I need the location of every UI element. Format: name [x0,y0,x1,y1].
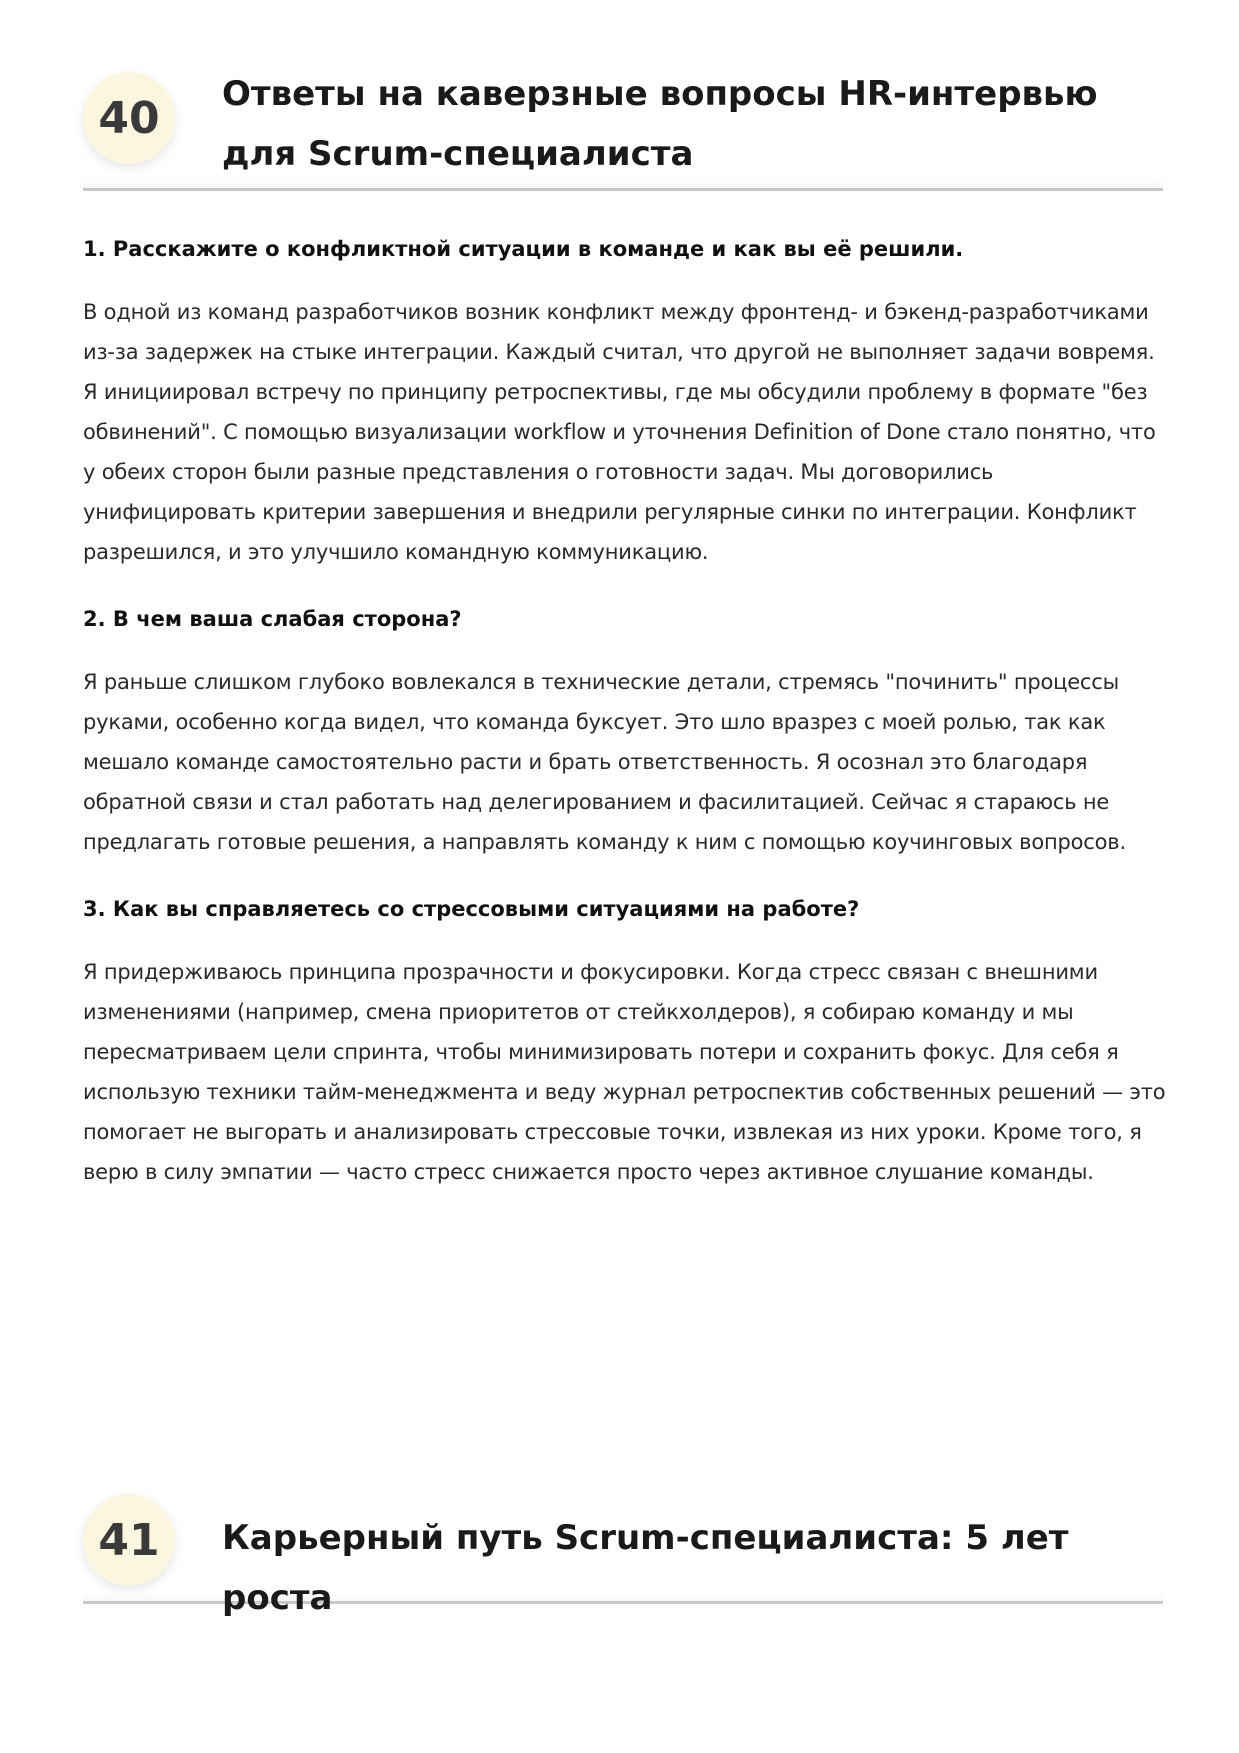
section-header-40 [83,54,1163,191]
answer-1: В одной из команд разработчиков возник конфликт между фронтенд- и бэкенд-разработчиками из-за задержек на стыке интеграции. Каждый считал, что другой не выполняет задачи вовремя. Я инициировал встречу по принципу ретроспективы, где мы обсудили проблему в формате "без обвинений". С помощью визуализации workflow и уточнения Definition of Done стало понятно, что у обеих сторон были разные представления о готовности задач. Мы договорились унифицировать критерии завершения и внедрили регулярные синки по интеграции. Конфликт разрешился, и это улучшило командную коммуникацию. [83,300,1156,564]
section-number-badge: 40 [83,72,175,164]
question-2: 2. В чем ваша слабая сторона? [83,607,462,631]
answer-3: Я придерживаюсь принципа прозрачности и фокусировки. Когда стресс связан с внешними изменениями (например, смена приоритетов от стейкхолдеров), я собираю команду и мы пересматриваем цели спринта, чтобы минимизировать потери и сохранить фокус. Для себя я использую техники тайм-менеджмента и веду журнал ретроспектив собственных решений — это помогает не выгорать и анализировать стрессовые точки, извлекая из них уроки. Кроме того, я верю в силу эмпатии — часто стресс снижается просто через активное слушание команды. [83,960,1166,1184]
section-title: Ответы на каверзные вопросы HR-интервью для Scrum-специалиста [222,74,1098,174]
question-1: 1. Расскажите о конфликтной ситуации в команде и как вы её решили. [83,237,964,261]
section-number-badge: 41 [83,1494,175,1586]
answer-2: Я раньше слишком глубоко вовлекался в технические детали, стремясь "починить" процессы руками, особенно когда видел, что команда буксует. Это шло вразрез с моей ролью, так как мешало команде самостоятельно расти и брать ответственность. Я осознал это благодаря обратной связи и стал работать над делегированием и фасилитацией. Сейчас я стараюсь не предлагать готовые решения, а направлять команду к ним с помощью коучинговых вопросов. [83,670,1126,854]
section-header-41 [83,1486,1163,1618]
question-3: 3. Как вы справляетесь со стрессовыми ситуациями на работе? [83,897,860,921]
section-title: Карьерный путь Scrum-специалиста: 5 лет роста [222,1518,1069,1618]
qa-content [83,228,1168,1218]
